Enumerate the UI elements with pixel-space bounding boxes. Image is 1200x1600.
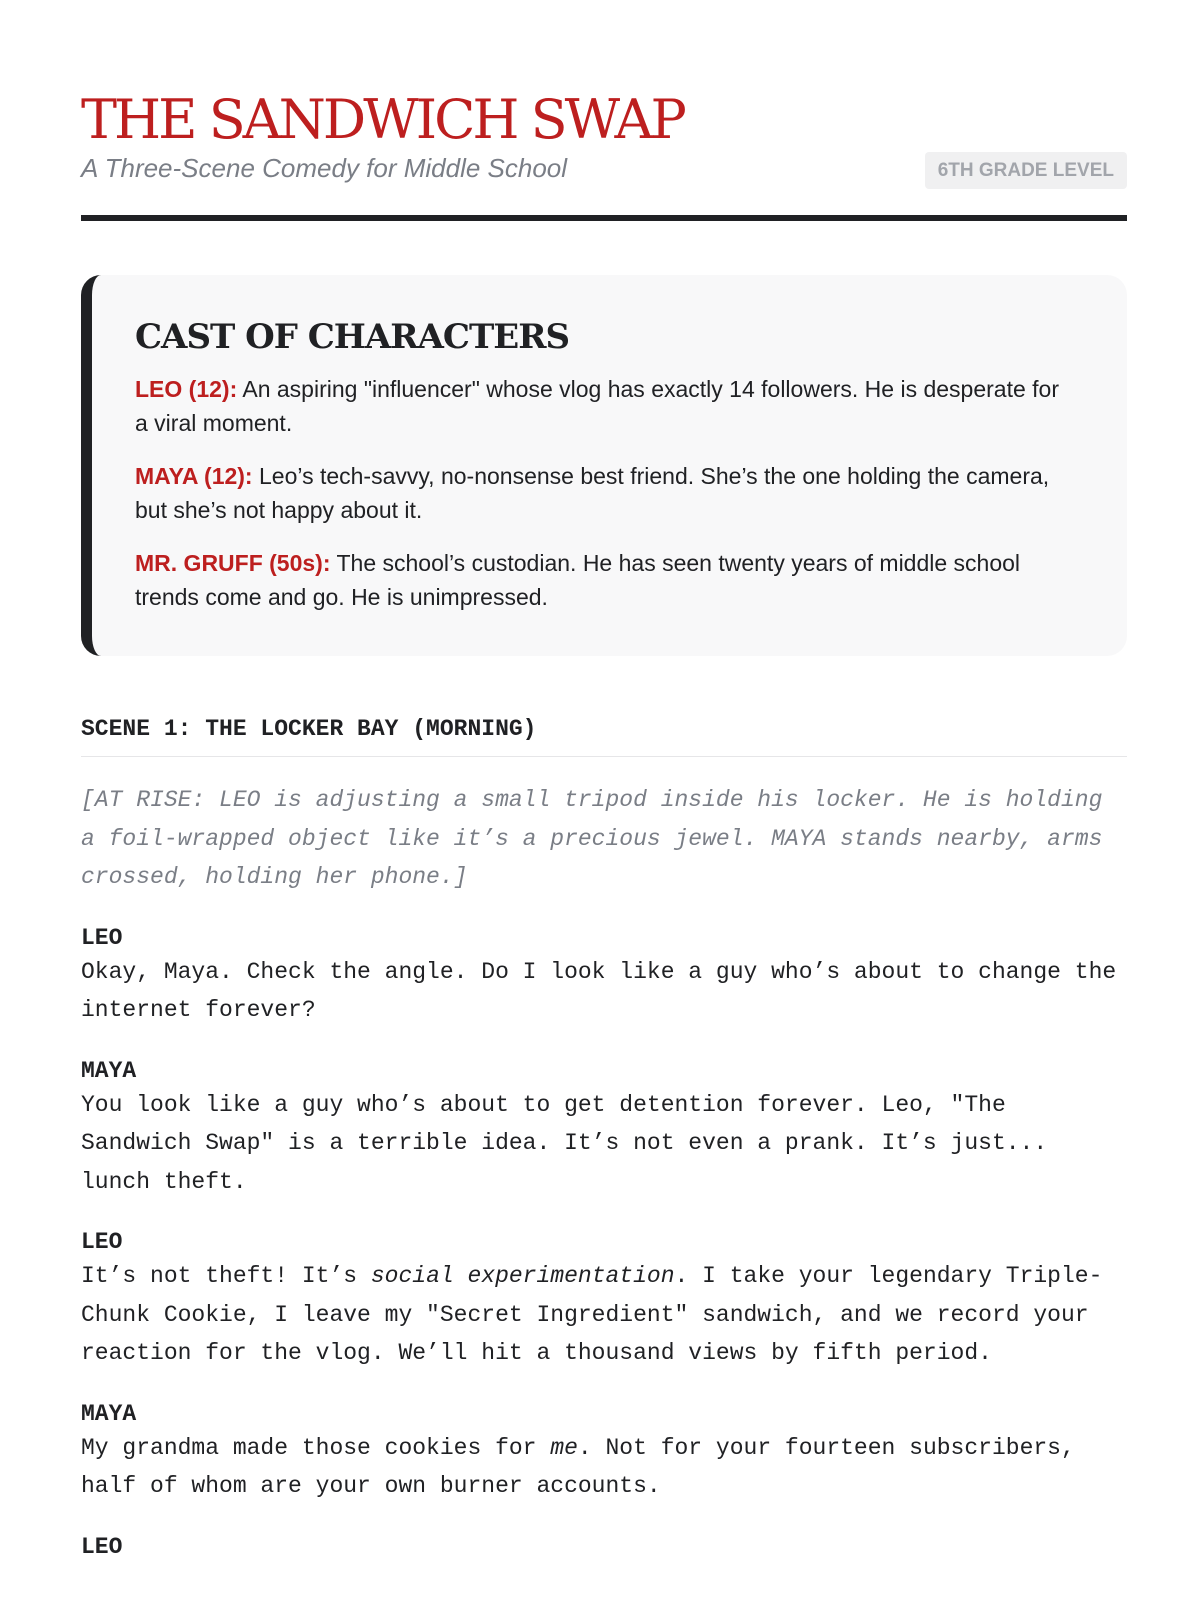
cast-heading: CAST OF CHARACTERS — [135, 317, 570, 357]
dialogue-line — [81, 1257, 1127, 1373]
dialogue-line — [81, 1429, 1127, 1506]
dialogue-text: . I take your legendary Triple-Chunk Cookie, I leave my "Secret Ingredient" sandwich, and we record your reaction for the vlog. We’ll hit a thousand views by fifth period. — [81, 1263, 1103, 1366]
play-title: THE SANDWICH SWAP — [81, 88, 684, 151]
speaker-name: LEO — [81, 1533, 123, 1560]
play-subtitle: A Three-Scene Comedy for Middle School — [81, 153, 568, 183]
cast-member-name: MAYA (12): — [135, 463, 253, 489]
scene-divider — [81, 756, 1127, 757]
speaker-name: MAYA — [81, 1057, 137, 1084]
cast-member-name: MR. GRUFF (50s): — [135, 550, 331, 576]
grade-level-badge: 6TH GRADE LEVEL — [925, 152, 1127, 189]
cast-member-description: An aspiring "influencer" whose vlog has exactly 14 followers. He is desperate for a viral moment. — [135, 376, 1059, 436]
scene-1-heading: SCENE 1: THE LOCKER BAY (MORNING) — [81, 716, 537, 742]
speaker-name: MAYA — [81, 1400, 137, 1427]
dialogue-line: Okay, Maya. Check the angle. Do I look like a guy who’s about to change the internet forever? — [81, 958, 1117, 1023]
dialogue-text: It’s not theft! It’s — [81, 1263, 371, 1289]
header-divider — [81, 215, 1127, 221]
dialogue-text: . Not for your fourteen subscribers, half of whom are your own burner accounts. — [81, 1434, 1075, 1499]
dialogue-text: My grandma made those cookies for — [81, 1434, 551, 1461]
stage-direction: [AT RISE: LEO is adjusting a small tripod inside his locker. He is holding a foil-wrapped object like it’s a precious jewel. MAYA stands nearby, arms crossed, holding her phone.] — [81, 787, 1103, 890]
cast-list — [135, 372, 1065, 633]
cast-of-characters-panel — [81, 275, 1127, 656]
cast-member-description: Leo’s tech-savvy, no-nonsense best friend. She’s the one holding the camera, but she’s not happy about it. — [135, 463, 1050, 523]
speaker-name: LEO — [81, 924, 123, 951]
cast-member-description: The school’s custodian. He has seen twenty years of middle school trends come and go. He is unimpressed. — [135, 550, 1021, 610]
dialogue-emphasis: me — [550, 1434, 578, 1461]
cast-member-name: LEO (12): — [135, 376, 238, 402]
dialogue-emphasis: social experimentation — [370, 1263, 675, 1289]
cast-member-mr-gruff — [135, 546, 1065, 614]
speaker-name: LEO — [81, 1229, 123, 1255]
cast-member-maya — [135, 459, 1065, 527]
scene-1-script — [81, 781, 1127, 1562]
cast-member-leo — [135, 372, 1065, 440]
dialogue-line: You look like a guy who’s about to get detention forever. Leo, "The Sandwich Swap" is a terrible idea. It’s not even a prank. It’s just... lunch theft. — [81, 1091, 1048, 1195]
